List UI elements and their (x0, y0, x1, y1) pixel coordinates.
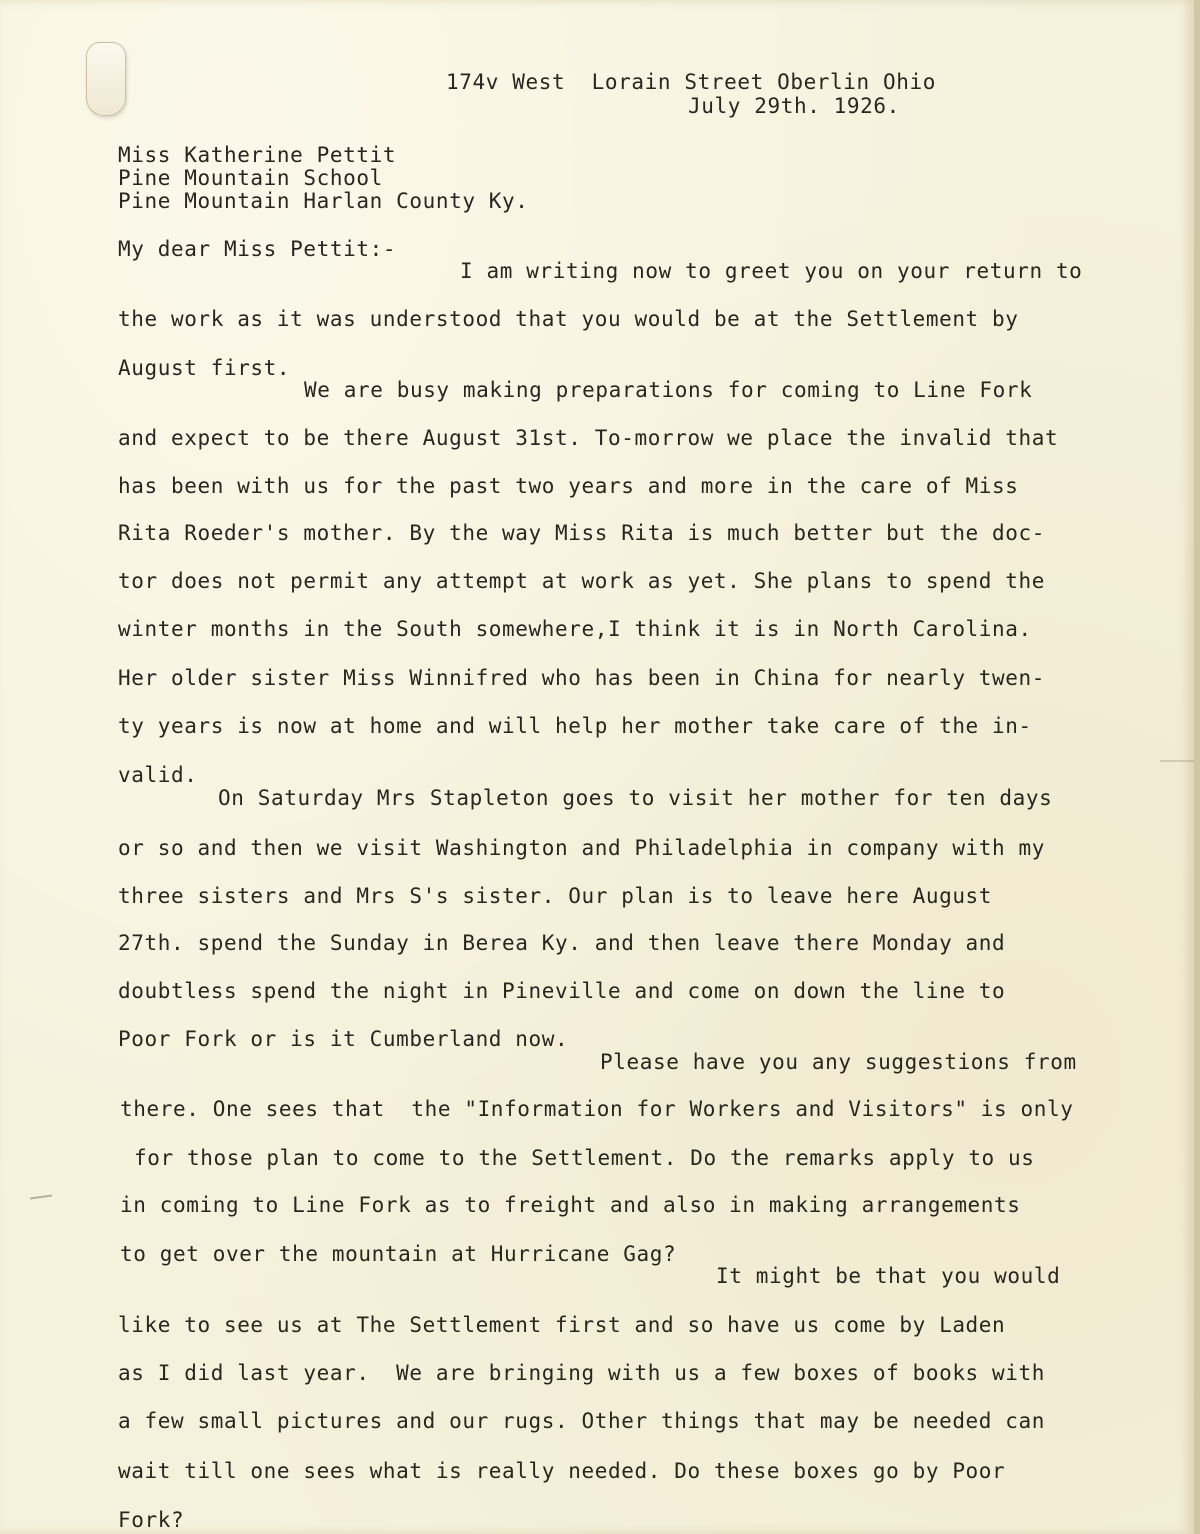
paper-clip-mark (86, 42, 126, 116)
recipient-organization: Pine Mountain School (118, 166, 383, 190)
body-line: the work as it was understood that you would be at the Settlement by (118, 307, 1019, 331)
body-line: Poor Fork or is it Cumberland now. (118, 1027, 569, 1051)
body-line: ty years is now at home and will help her mother take care of the in- (118, 714, 1032, 738)
body-line: wait till one sees what is really needed. Do these boxes go by Poor (118, 1459, 1006, 1483)
body-line: doubtless spend the night in Pineville and come on down the line to (118, 979, 1006, 1003)
body-line: and expect to be there August 31st. To-morrow we place the invalid that (118, 426, 1059, 450)
salutation: My dear Miss Pettit:- (118, 237, 397, 261)
paper-crease (1160, 760, 1194, 762)
body-line: It might be that you would (716, 1264, 1061, 1288)
recipient-location: Pine Mountain Harlan County Ky. (118, 189, 529, 213)
body-line: 27th. spend the Sunday in Berea Ky. and then leave there Monday and (118, 931, 1006, 955)
body-line: August first. (118, 356, 291, 380)
body-line: has been with us for the past two years and more in the care of Miss (118, 474, 1019, 498)
body-line: On Saturday Mrs Stapleton goes to visit her mother for ten days (218, 786, 1053, 810)
sender-address: 174v West Lorain Street Oberlin Ohio (446, 70, 936, 94)
body-line: We are busy making preparations for coming to Line Fork (304, 378, 1033, 402)
letter-date: July 29th. 1926. (688, 94, 900, 118)
body-line: to get over the mountain at Hurricane Gag? (120, 1242, 677, 1266)
body-line: Her older sister Miss Winnifred who has been in China for nearly twen- (118, 666, 1046, 690)
body-line: valid. (118, 763, 198, 787)
body-line: in coming to Line Fork as to freight and also in making arrangements (120, 1193, 1021, 1217)
body-line: I am writing now to greet you on your return to (460, 259, 1083, 283)
body-line: for those plan to come to the Settlement. Do the remarks apply to us (134, 1146, 1035, 1170)
body-line: or so and then we visit Washington and Philadelphia in company with my (118, 836, 1046, 860)
body-line: three sisters and Mrs S's sister. Our plan is to leave here August (118, 884, 993, 908)
pencil-mark (30, 1194, 52, 1199)
recipient-name: Miss Katherine Pettit (118, 143, 397, 167)
body-line: like to see us at The Settlement first and so have us come by Laden (118, 1313, 1006, 1337)
body-line: Fork? (118, 1508, 185, 1532)
body-line: a few small pictures and our rugs. Other things that may be needed can (118, 1409, 1046, 1433)
body-line: there. One sees that the "Information for Workers and Visitors" is only (120, 1097, 1074, 1121)
body-line: Rita Roeder's mother. By the way Miss Rita is much better but the doc- (118, 521, 1046, 545)
body-line: tor does not permit any attempt at work as yet. She plans to spend the (118, 569, 1046, 593)
body-line: as I did last year. We are bringing with us a few boxes of books with (118, 1361, 1046, 1385)
body-line: Please have you any suggestions from (600, 1050, 1077, 1074)
page-edge (1194, 0, 1200, 1534)
body-line: winter months in the South somewhere,I think it is in North Carolina. (118, 617, 1032, 641)
